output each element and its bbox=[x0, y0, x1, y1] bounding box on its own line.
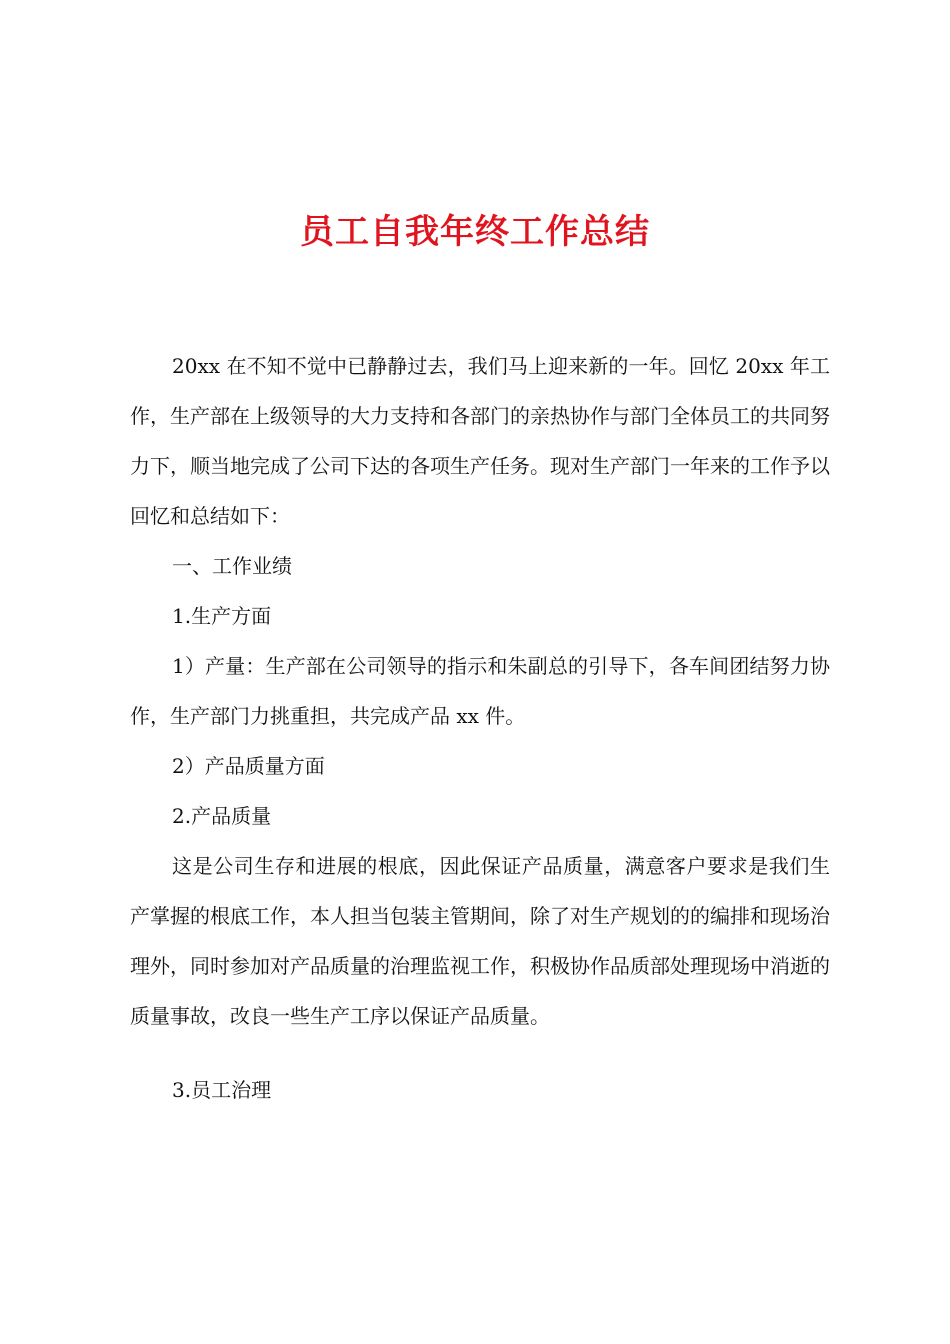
output-paragraph: 1）产量：生产部在公司领导的指示和朱副总的引导下，各车间团结努力协作，生产部门力挑重担，共完成产品 xx 件。 bbox=[130, 654, 830, 728]
item-product-quality-aspect: 2）产品质量方面 bbox=[172, 754, 325, 778]
subsection-heading-staff-management: 3.员工治理 bbox=[172, 1078, 272, 1102]
quality-paragraph: 这是公司生存和进展的根底，因此保证产品质量，满意客户要求是我们生产掌握的根底工作，本人担当包装主管期间，除了对生产规划的的编排和现场治理外，同时参加对产品质量的治理监视工作，积极协作品质部处理现场中消逝的质量事故，改良一些生产工序以保证产品质量。 bbox=[130, 854, 830, 1028]
subsection-heading-product-quality: 2.产品质量 bbox=[172, 804, 272, 828]
document-body bbox=[130, 341, 830, 1115]
document-title: 员工自我年终工作总结 bbox=[300, 212, 650, 252]
intro-paragraph: 20xx 在不知不觉中已静静过去，我们马上迎来新的一年。回忆 20xx 年工作，生产部在上级领导的大力支持和各部门的亲热协作与部门全体员工的共同努力下，顺当地完成了公司下达的各项生产任务。现对生产部门一年来的工作予以回忆和总结如下： bbox=[130, 354, 830, 528]
subsection-heading-production: 1.生产方面 bbox=[172, 604, 272, 628]
section-heading-work-performance: 一、工作业绩 bbox=[172, 554, 292, 578]
